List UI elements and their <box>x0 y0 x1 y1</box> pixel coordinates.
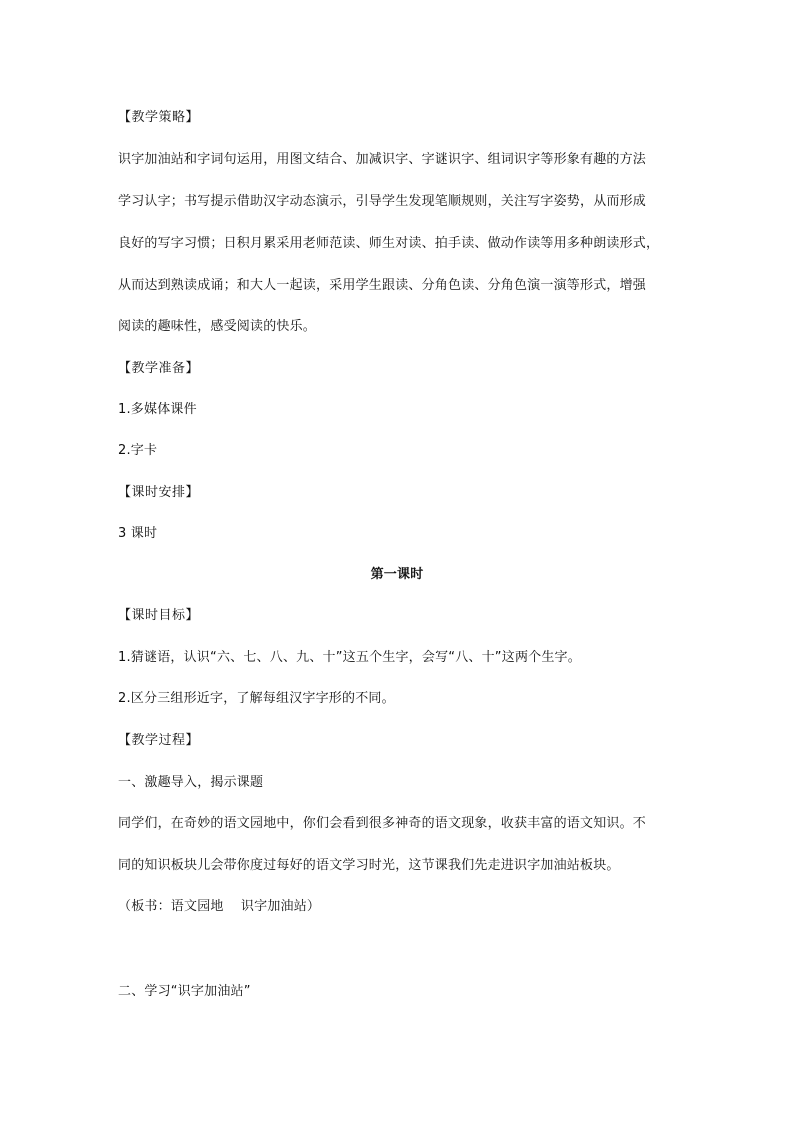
schedule-heading: 【课时安排】 <box>118 485 200 500</box>
step-two-title: 二、学习“识字加油站” <box>118 984 251 999</box>
preparation-item-2: 2.字卡 <box>118 443 158 458</box>
strategy-line-1: 识字加油站和字词句运用，用图文结合、加减识字、字谜识字、组词识字等形象有趣的方法 <box>118 152 647 167</box>
lesson-title: 第一课时 <box>370 567 424 582</box>
schedule-value: 3 课时 <box>118 526 158 541</box>
strategy-line-5: 阅读的趣味性，感受阅读的快乐。 <box>118 319 317 334</box>
step-one-line-1: 同学们，在奇妙的语文园地中，你们会看到很多神奇的语文现象，收获丰富的语文知识。不 <box>118 816 647 831</box>
board-note: （板书：语文园地 识字加油站） <box>118 899 321 914</box>
preparation-item-1: 1.多媒体课件 <box>118 402 197 417</box>
goal-2: 2.区分三组形近字，了解每组汉字字形的不同。 <box>118 691 395 706</box>
step-one-title: 一、激趣导入，揭示课题 <box>118 775 264 790</box>
goal-1: 1.猜谜语，认识“六、七、八、九、十”这五个生字，会写“八、十”这两个生字。 <box>118 650 581 665</box>
step-one-line-2: 同的知识板块儿会带你度过每好的语文学习时光，这节课我们先走进识字加油站板块。 <box>118 858 620 873</box>
strategy-heading: 【教学策略】 <box>118 110 200 125</box>
goals-heading: 【课时目标】 <box>118 608 200 623</box>
strategy-line-2: 学习认字；书写提示借助汉字动态演示，引导学生发现笔顺规则，关注写字姿势，从而形成 <box>118 194 647 209</box>
process-heading: 【教学过程】 <box>118 733 200 748</box>
strategy-line-3: 良好的写字习惯；日积月累采用老师范读、师生对读、拍手读、做动作读等用多种朗读形式， <box>118 236 660 251</box>
preparation-heading: 【教学准备】 <box>118 361 200 376</box>
strategy-line-4: 从而达到熟读成诵；和大人一起读，采用学生跟读、分角色读、分角色演一演等形式，增强 <box>118 278 647 293</box>
